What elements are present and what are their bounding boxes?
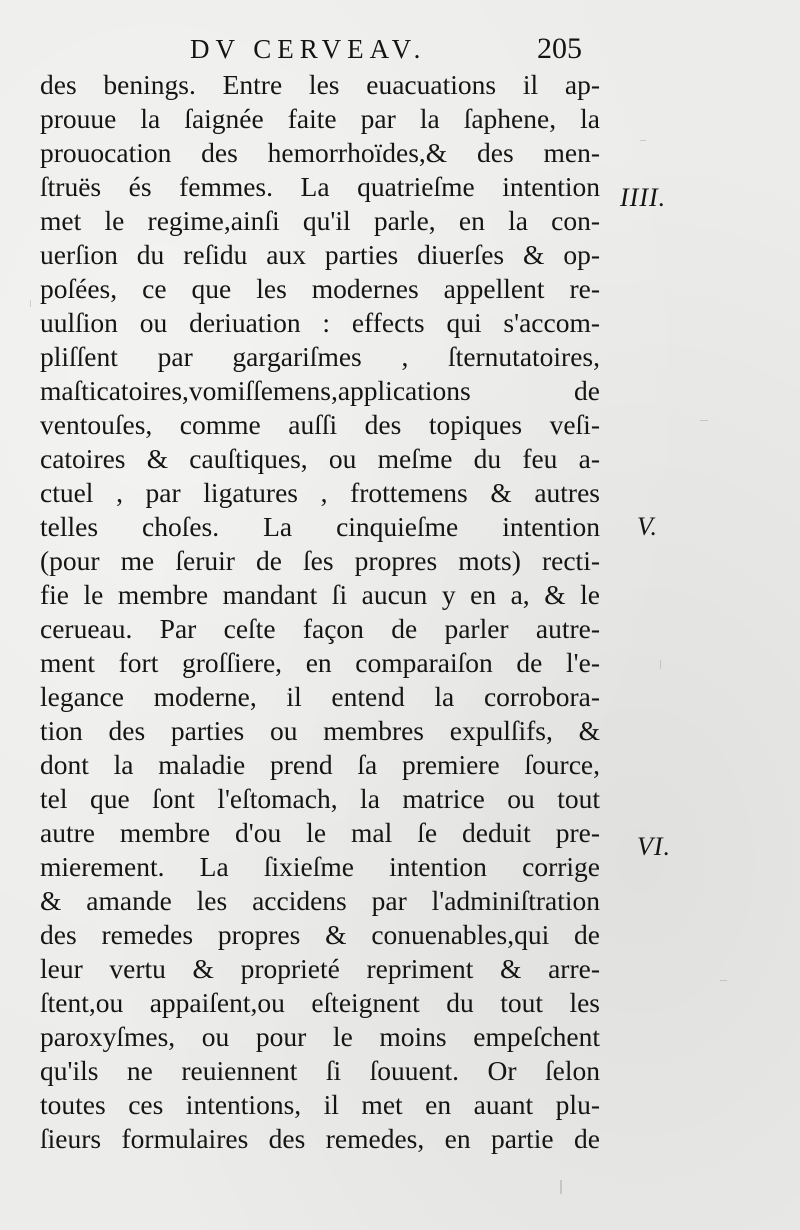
running-head: DV CERVEAV.	[190, 34, 427, 64]
text-line: ctuel , par ligatures , frottemens & autres	[40, 477, 600, 508]
text-line: (pour me ſeruir de ſes propres mots) recti-	[40, 545, 600, 576]
text-line: tel que ſont l'eſtomach, la matrice ou tout	[40, 783, 600, 814]
text-line: fie le membre mandant ſi aucun y en a, & le	[40, 579, 600, 610]
text-line: paroxyſmes, ou pour le moins empeſchent	[40, 1021, 600, 1052]
paper-speck	[560, 1180, 562, 1194]
text-line: ſtruës és femmes. La quatrieſme intention	[40, 171, 600, 202]
text-line: cerueau. Par ceſte façon de parler autre-	[40, 613, 600, 644]
paper-speck	[30, 300, 31, 307]
text-line: pliſſent par gargariſmes , ſternutatoires,	[40, 341, 600, 372]
paper-speck	[660, 660, 661, 669]
text-line: ſieurs formulaires des remedes, en partie de	[40, 1123, 600, 1154]
body-text	[40, 68, 600, 1156]
text-line: prouocation des hemorrhoïdes,& des men-	[40, 137, 600, 168]
text-line: qu'ils ne reuiennent ſi ſouuent. Or ſelon	[40, 1055, 600, 1086]
text-line: mierement. La ſixieſme intention corrige	[40, 851, 600, 882]
paper-speck	[700, 420, 708, 421]
margin-note-iiii: IIII.	[620, 183, 667, 212]
margin-note-vi: VI.	[637, 832, 672, 861]
text-line: tion des parties ou membres expulſifs, &	[40, 715, 600, 746]
text-line: catoires & cauſtiques, ou meſme du feu a-	[40, 443, 600, 474]
text-line: legance moderne, il entend la corrobora-	[40, 681, 600, 712]
text-line: leur vertu & proprieté repriment & arre-	[40, 953, 600, 984]
text-line: met le regime,ainſi qu'il parle, en la con-	[40, 205, 600, 236]
text-line: des benings. Entre les euacuations il ap-	[40, 69, 600, 100]
text-line: toutes ces intentions, il met en auant plu-	[40, 1089, 600, 1120]
paper-speck	[640, 140, 646, 141]
text-line: des remedes propres & conuenables,qui de	[40, 919, 600, 950]
text-line: telles choſes. La cinquieſme intention	[40, 511, 600, 542]
text-line: & amande les accidens par l'adminiſtration	[40, 885, 600, 916]
page-number: 205	[537, 32, 582, 65]
text-line: uerſion du reſidu aux parties diuerſes & op-	[40, 239, 600, 270]
margin-note-v: V.	[637, 512, 659, 541]
paper-speck	[720, 980, 727, 981]
text-line: prouue la ſaignée faite par la ſaphene, la	[40, 103, 600, 134]
text-line: poſées, ce que les modernes appellent re-	[40, 273, 600, 304]
text-line: ment fort groſſiere, en comparaiſon de l'e-	[40, 647, 600, 678]
text-line: maſticatoires,vomiſſemens,applications de	[40, 375, 600, 406]
text-line: ventouſes, comme auſſi des topiques veſi-	[40, 409, 600, 440]
text-line: dont la maladie prend ſa premiere ſource,	[40, 749, 600, 780]
text-line: uulſion ou deriuation : effects qui s'accom-	[40, 307, 600, 338]
text-line: ſtent,ou appaiſent,ou eſteignent du tout les	[40, 987, 600, 1018]
text-line: autre membre d'ou le mal ſe deduit pre-	[40, 817, 600, 848]
